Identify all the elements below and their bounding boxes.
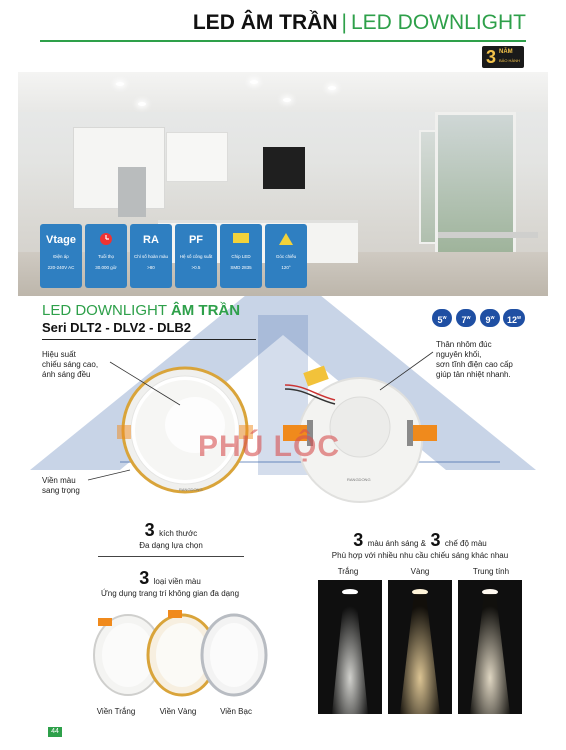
feature-value: >0.5 bbox=[191, 265, 201, 270]
colors-sub: Phù hợp với nhiều nhu cầu chiếu sáng khác nhau bbox=[331, 551, 509, 560]
note-line: sơn tĩnh điện cao cấp bbox=[436, 360, 513, 369]
sizes-number: 3 bbox=[144, 520, 155, 540]
borders-text: loại viền màu bbox=[153, 577, 201, 586]
watermark-text: PHÚ LỘC bbox=[198, 430, 340, 463]
colors-number: 3 bbox=[353, 530, 364, 550]
color-label: Trung tính bbox=[472, 567, 510, 576]
sizes-sub: Đa dạng lựa chọn bbox=[139, 541, 203, 550]
wattage-badge: 9$^w$ bbox=[480, 309, 500, 327]
feature-label: Chip LED bbox=[231, 254, 251, 259]
border-variants-image bbox=[88, 600, 268, 710]
note-line: Hiệu suất bbox=[42, 350, 76, 359]
warranty-label: NĂM bbox=[499, 49, 513, 55]
header-title-bold: LED ÂM TRẦN bbox=[192, 11, 338, 34]
border-label: Viền Trắng bbox=[96, 707, 136, 716]
borders-sub: Ứng dụng trang trí không gian đa dạng bbox=[100, 589, 240, 598]
color-label: Trắng bbox=[337, 567, 359, 576]
borders-block bbox=[70, 568, 270, 598]
sizes-text: kích thước bbox=[159, 529, 198, 538]
feature-value: 120° bbox=[281, 265, 291, 270]
svg-text:RANGDONG: RANGDONG bbox=[179, 487, 203, 492]
note-line: sang trọng bbox=[42, 486, 80, 495]
pf-icon: PF bbox=[188, 234, 204, 246]
colors-text: màu ánh sáng & bbox=[367, 539, 426, 548]
color-label: Vàng bbox=[410, 567, 430, 576]
note-line: Viền màu bbox=[42, 476, 76, 485]
note-line: nguyên khối, bbox=[436, 350, 482, 359]
feature-value: SMD 2835 bbox=[230, 265, 252, 270]
border-label: Viền Vàng bbox=[159, 707, 197, 716]
warranty-number: 3 bbox=[486, 47, 497, 67]
feature-label: Tuổi thọ bbox=[97, 254, 115, 259]
feature-label: Hệ số công suất bbox=[179, 254, 213, 259]
voltage-icon: Vtage bbox=[46, 234, 76, 246]
product-title-bold: ÂM TRẦN bbox=[170, 302, 241, 319]
header-title-light: LED DOWNLIGHT bbox=[350, 11, 526, 34]
note-body bbox=[436, 340, 513, 380]
note-line: giúp tản nhiệt nhanh. bbox=[436, 370, 511, 379]
warranty-sub: BẢO HÀNH bbox=[499, 58, 520, 63]
colors-block bbox=[300, 530, 540, 560]
color-panel-neutral bbox=[458, 580, 522, 714]
feature-value: 30.000 giờ bbox=[95, 265, 117, 270]
note-efficiency bbox=[42, 350, 98, 380]
wattage-badge: 7$^w$ bbox=[456, 309, 476, 327]
wattage-badge: 12$^w$ bbox=[503, 309, 525, 327]
feature-label: Chỉ số hoàn màu bbox=[133, 254, 169, 259]
feature-label: Góc chiếu bbox=[275, 254, 297, 259]
feature-value: >80 bbox=[147, 265, 155, 270]
product-title-normal: LED DOWNLIGHT bbox=[42, 302, 167, 319]
section-divider bbox=[98, 556, 244, 557]
colors-number: 3 bbox=[430, 530, 441, 550]
color-panel-white bbox=[318, 580, 382, 714]
header-separator: | bbox=[341, 11, 347, 34]
feature-label: Điện áp bbox=[53, 254, 69, 259]
page-number: 44 bbox=[48, 727, 62, 737]
svg-text:RANGDONG: RANGDONG bbox=[347, 477, 371, 482]
ra-icon: RA bbox=[143, 234, 159, 246]
colors-text: chế độ màu bbox=[444, 539, 487, 548]
product-series: Seri DLT2 - DLV2 - DLB2 bbox=[42, 320, 192, 335]
color-panel-warm bbox=[388, 580, 452, 714]
note-line: ánh sáng đều bbox=[42, 370, 91, 379]
note-border bbox=[42, 476, 80, 496]
sizes-block bbox=[98, 520, 244, 550]
note-line: Thân nhôm đúc bbox=[436, 340, 492, 349]
note-line: chiếu sáng cao, bbox=[42, 360, 99, 369]
borders-number: 3 bbox=[139, 568, 150, 588]
border-label: Viền Bạc bbox=[220, 707, 252, 716]
wattage-badge: 5$^w$ bbox=[432, 309, 452, 327]
feature-value: 220-240V AC bbox=[47, 265, 75, 270]
